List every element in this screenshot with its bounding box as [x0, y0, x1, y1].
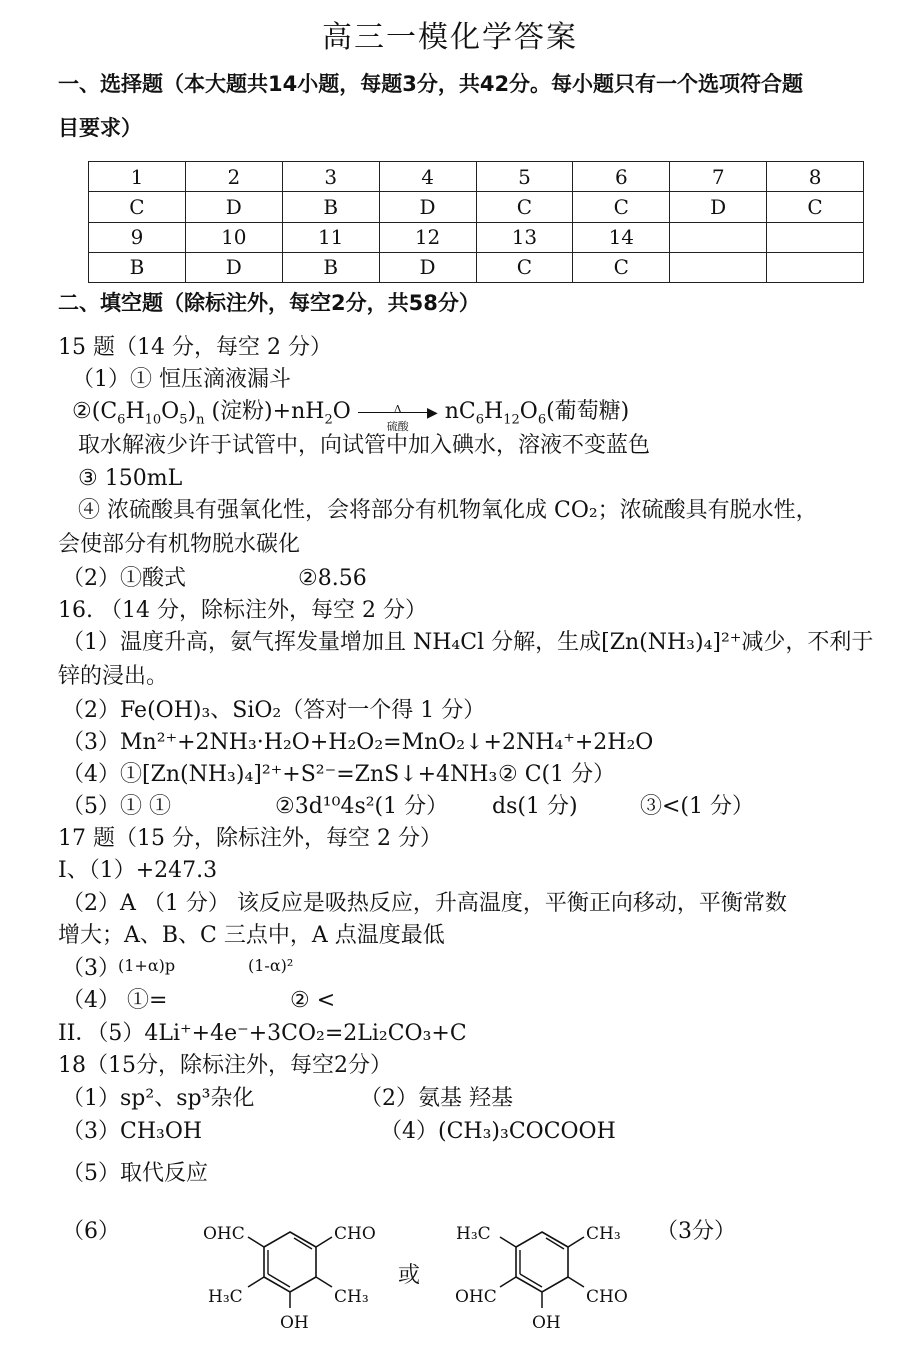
s2-br: CHO	[586, 1287, 628, 1307]
table-cell: 10	[185, 222, 282, 252]
s1-tl: OHC	[203, 1224, 245, 1244]
q15-p1: （1）① 恒压滴液漏斗	[72, 367, 291, 392]
table-cell: 9	[89, 222, 186, 252]
s1-b: OH	[280, 1313, 309, 1333]
table-cell: 2	[185, 162, 282, 192]
table-cell: 14	[573, 222, 670, 252]
q18-p4-label: （6）	[62, 1219, 120, 1244]
q16-p4: （3）Mn²⁺+2NH₃·H₂O+H₂O₂=MnO₂↓+2NH₄⁺+2H₂O	[62, 730, 654, 755]
table-cell: B	[282, 252, 379, 282]
table-cell: D	[379, 252, 476, 282]
q15-header: 15 题（14 分，每空 2 分）	[58, 335, 332, 360]
table-cell	[767, 222, 864, 252]
q18-p3: （5）取代反应	[62, 1161, 208, 1186]
s1-bl: H₃C	[208, 1287, 243, 1307]
table-cell: 1	[89, 162, 186, 192]
q16-p6d: ③<(1 分）	[640, 794, 755, 819]
q15-equation: $②(C_6H_{10}O_5)_n$ (淀粉)$+nH_2O$ Δ ▶ 硫酸 $nC_6H_{12}O_6$(葡萄糖)	[72, 399, 630, 433]
table-cell: 4	[379, 162, 476, 192]
table-cell: C	[476, 252, 573, 282]
q15-p7a: （2）①酸式	[62, 566, 186, 591]
table-cell: D	[185, 252, 282, 282]
table-cell	[670, 252, 767, 282]
q16-p6b: ②3d¹⁰4s²(1 分）	[275, 794, 449, 819]
s2-b: OH	[532, 1313, 561, 1333]
q16-p2: 锌的浸出。	[58, 664, 169, 689]
s2-bl: OHC	[455, 1287, 497, 1307]
table-cell: C	[573, 192, 670, 222]
table-cell	[767, 252, 864, 282]
table-cell: 12	[379, 222, 476, 252]
q16-p1: （1）温度升高，氨气挥发量增加且 NH₄Cl 分解，生成[Zn(NH₃)₄]²⁺减少，不利于	[62, 630, 874, 655]
table-row	[89, 192, 864, 222]
table-row	[89, 222, 864, 252]
page-title: 高三一模化学答案	[322, 20, 578, 55]
q16-p3: （2）Fe(OH)₃、SiO₂（答对一个得 1 分）	[62, 698, 486, 723]
table-cell	[670, 222, 767, 252]
section1-heading-cont: 目要求）	[58, 116, 142, 140]
table-cell: D	[379, 192, 476, 222]
table-cell: D	[185, 192, 282, 222]
table-cell: B	[89, 252, 186, 282]
table-cell: 3	[282, 162, 379, 192]
s1-br: CH₃	[334, 1287, 369, 1307]
table-cell: B	[282, 192, 379, 222]
q18-p2a: （3）CH₃OH	[62, 1119, 203, 1144]
q17-p4b: (1+α)p	[118, 956, 176, 975]
q17-p3: 增大；A、B、C 三点中，A 点温度最低	[58, 923, 445, 948]
structure-1	[190, 1210, 400, 1340]
q17-p4a: （3）	[62, 956, 120, 981]
q17-p4c: (1-α)²	[248, 956, 294, 975]
q18-p1b: （2）氨基 羟基	[360, 1086, 513, 1111]
q17-p6: II．（5）4Li⁺+4e⁻+3CO₂=2Li₂CO₃+C	[58, 1021, 467, 1046]
answer-table	[88, 161, 864, 283]
table-cell: C	[476, 192, 573, 222]
q16-p6c: ds(1 分)	[492, 794, 578, 819]
q16-p6a: （5）① ①	[62, 794, 171, 819]
q18-p2b: （4）(CH₃)₃COCOOH	[380, 1119, 616, 1144]
section1-heading: 一、选择题（本大题共14小题，每题3分，共42分。每小题只有一个选项符合题	[58, 72, 804, 96]
table-cell: C	[89, 192, 186, 222]
s1-tr: CHO	[334, 1224, 376, 1244]
q17-p2: （2）A （1 分） 该反应是吸热反应，升高温度，平衡正向移动，平衡常数	[62, 891, 787, 916]
q17-p1: I、（1）+247.3	[58, 858, 218, 883]
q17-header: 17 题（15 分，除标注外，每空 2 分）	[58, 826, 442, 851]
table-cell: 7	[670, 162, 767, 192]
table-cell: C	[767, 192, 864, 222]
table-cell: 8	[767, 162, 864, 192]
table-row	[89, 162, 864, 192]
table-cell: 5	[476, 162, 573, 192]
q15-p4: ③ 150mL	[78, 466, 183, 491]
q18-header: 18（15分，除标注外，每空2分）	[58, 1053, 392, 1078]
q17-p5a: （4） ①=	[62, 988, 168, 1013]
structure-2	[442, 1210, 652, 1340]
or-text: 或	[398, 1263, 421, 1288]
table-cell: C	[573, 252, 670, 282]
s2-tl: H₃C	[456, 1224, 491, 1244]
q15-p5: ④ 浓硫酸具有强氧化性，会将部分有机物氧化成 CO₂；浓硫酸具有脱水性，	[78, 498, 818, 523]
s2-tr: CH₃	[586, 1224, 621, 1244]
table-cell: D	[670, 192, 767, 222]
reaction-arrow: Δ ▶ 硫酸	[358, 398, 438, 426]
q17-p5b: ② <	[290, 988, 336, 1013]
q18-p1a: （1）sp²、sp³杂化	[62, 1086, 255, 1111]
table-cell: 13	[476, 222, 573, 252]
section2-heading: 二、填空题（除标注外，每空2分，共58分）	[58, 291, 480, 315]
q18-points: （3分）	[656, 1219, 736, 1244]
q15-p6: 会使部分有机物脱水碳化	[58, 532, 301, 557]
q15-p7b: ②8.56	[298, 566, 367, 591]
q15-p3: 取水解液少许于试管中，向试管中加入碘水，溶液不变蓝色	[78, 433, 651, 458]
q16-header: 16. （14 分，除标注外，每空 2 分）	[58, 598, 427, 623]
q16-p5a: （4）①[Zn(NH₃)₄]²⁺+S²⁻=ZnS↓+4NH₃	[62, 762, 498, 787]
table-row	[89, 252, 864, 282]
table-cell: 6	[573, 162, 670, 192]
q16-p5b: ② C(1 分）	[498, 762, 616, 787]
table-cell: 11	[282, 222, 379, 252]
